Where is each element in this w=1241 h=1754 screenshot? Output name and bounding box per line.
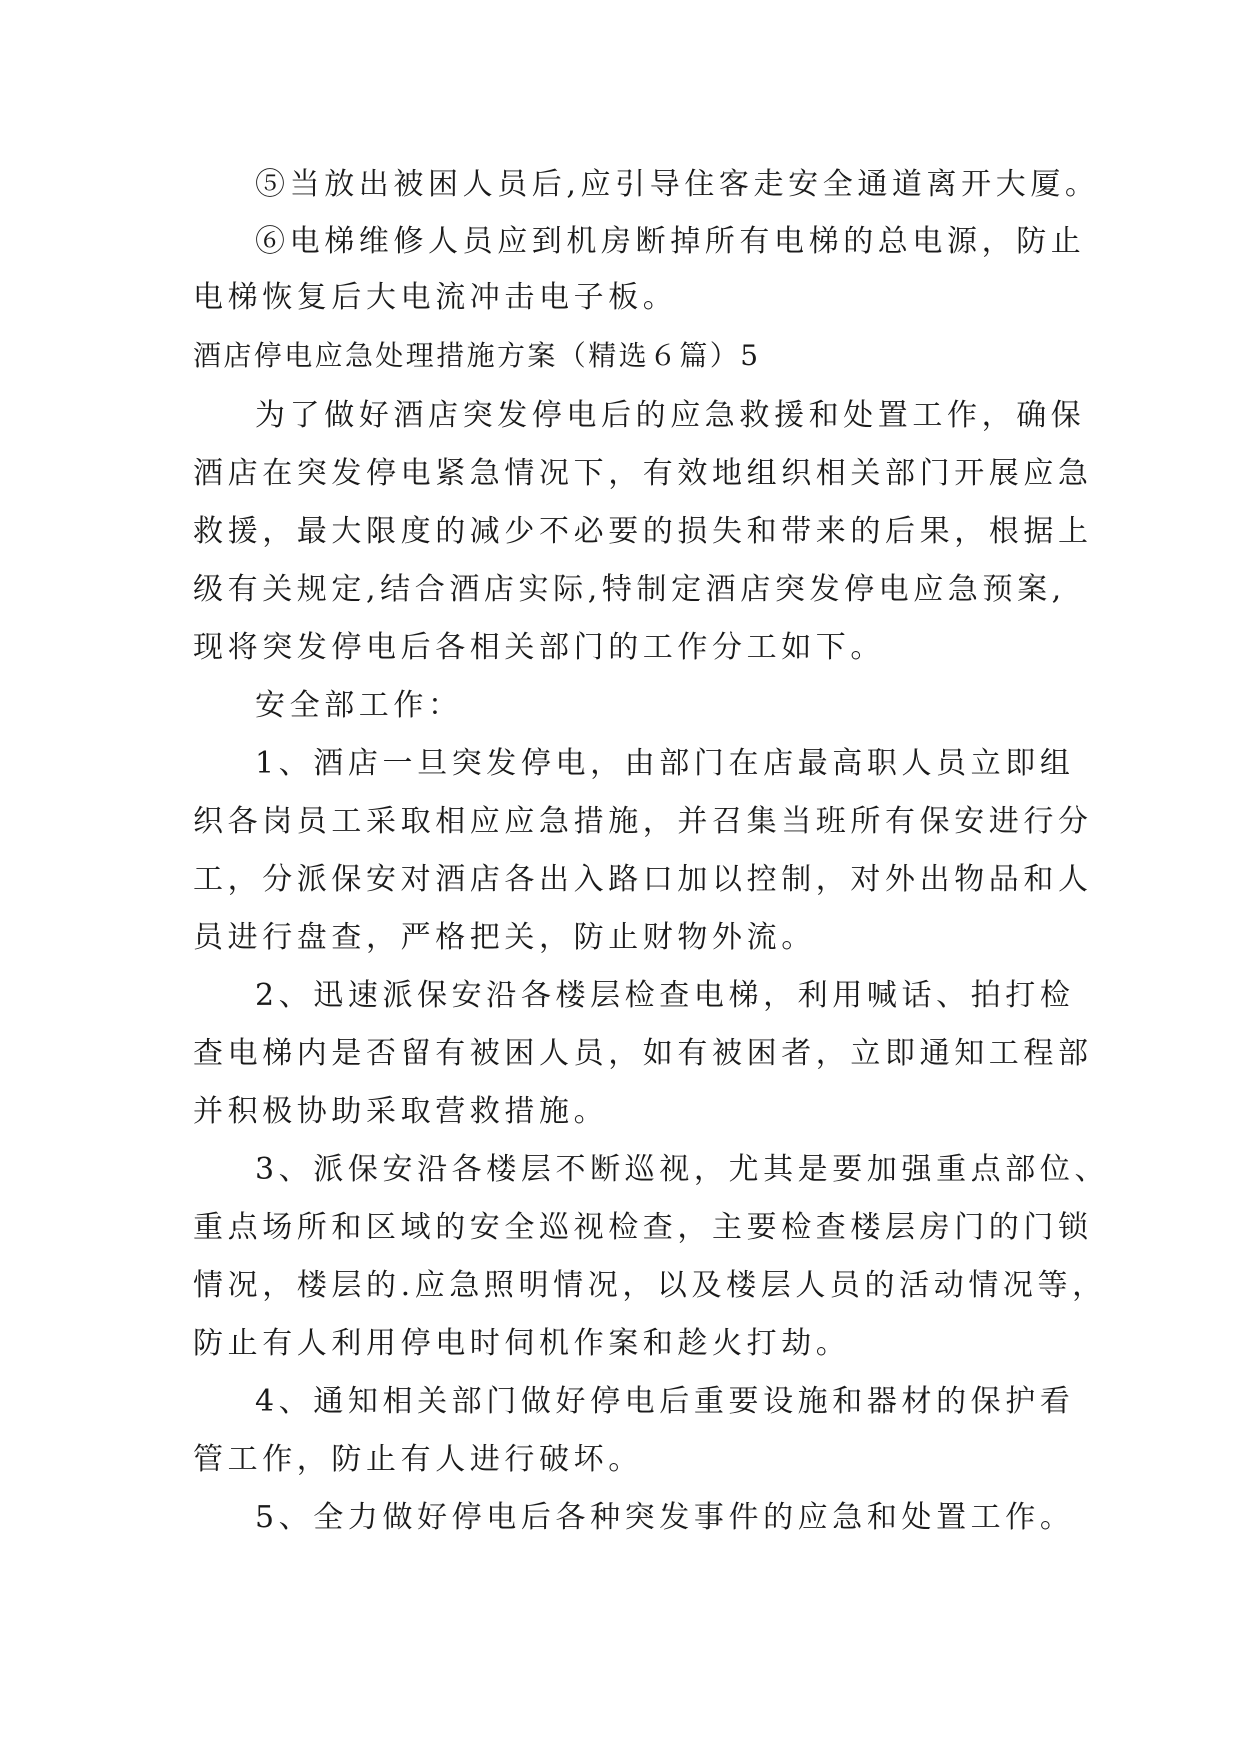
paragraph-line: 酒店在突发停电紧急情况下，有效地组织相关部门开展应急	[193, 456, 1093, 491]
paragraph-line: 5、全力做好停电后各种突发事件的应急和处置工作。	[255, 1500, 1075, 1535]
paragraph-line: 现将突发停电后各相关部门的工作分工如下。	[193, 630, 885, 665]
paragraph-line: 员进行盘查，严格把关，防止财物外流。	[193, 920, 816, 955]
paragraph-line: 重点场所和区域的安全巡视检查，主要检查楼层房门的门锁	[193, 1210, 1093, 1245]
paragraph-line: 2、迅速派保安沿各楼层检查电梯，利用喊话、拍打检	[255, 978, 1075, 1013]
paragraph-line: 4、通知相关部门做好停电后重要设施和器材的保护看	[255, 1384, 1075, 1419]
paragraph-line: 1、酒店一旦突发停电，由部门在店最高职人员立即组	[255, 746, 1075, 781]
section-heading: 酒店停电应急处理措施方案（精选６篇）5	[193, 339, 761, 372]
paragraph-line: 电梯恢复后大电流冲击电子板。	[193, 280, 678, 315]
paragraph-line: ⑥电梯维修人员应到机房断掉所有电梯的总电源，防止	[255, 224, 1086, 259]
paragraph-line: 为了做好酒店突发停电后的应急救援和处置工作，确保	[255, 398, 1086, 433]
paragraph-line: ⑤当放出被困人员后,应引导住客走安全通道离开大厦。	[255, 167, 1100, 202]
subsection-heading: 安全部工作：	[255, 688, 463, 723]
paragraph-line: 工，分派保安对酒店各出入路口加以控制，对外出物品和人	[193, 862, 1093, 897]
paragraph-line: 并积极协助采取营救措施。	[193, 1094, 609, 1129]
paragraph-line: 级有关规定,结合酒店实际,特制定酒店突发停电应急预案,	[193, 572, 1066, 607]
paragraph-line: 织各岗员工采取相应应急措施，并召集当班所有保安进行分	[193, 804, 1093, 839]
paragraph-line: 救援，最大限度的减少不必要的损失和带来的后果，根据上	[193, 514, 1093, 549]
paragraph-line: 3、派保安沿各楼层不断巡视，尤其是要加强重点部位、	[255, 1152, 1110, 1187]
paragraph-line: 情况，楼层的.应急照明情况，以及楼层人员的活动情况等，	[193, 1268, 1107, 1303]
paragraph-line: 管工作，防止有人进行破坏。	[193, 1442, 643, 1477]
paragraph-line: 防止有人利用停电时伺机作案和趁火打劫。	[193, 1326, 851, 1361]
paragraph-line: 查电梯内是否留有被困人员，如有被困者，立即通知工程部	[193, 1036, 1093, 1071]
